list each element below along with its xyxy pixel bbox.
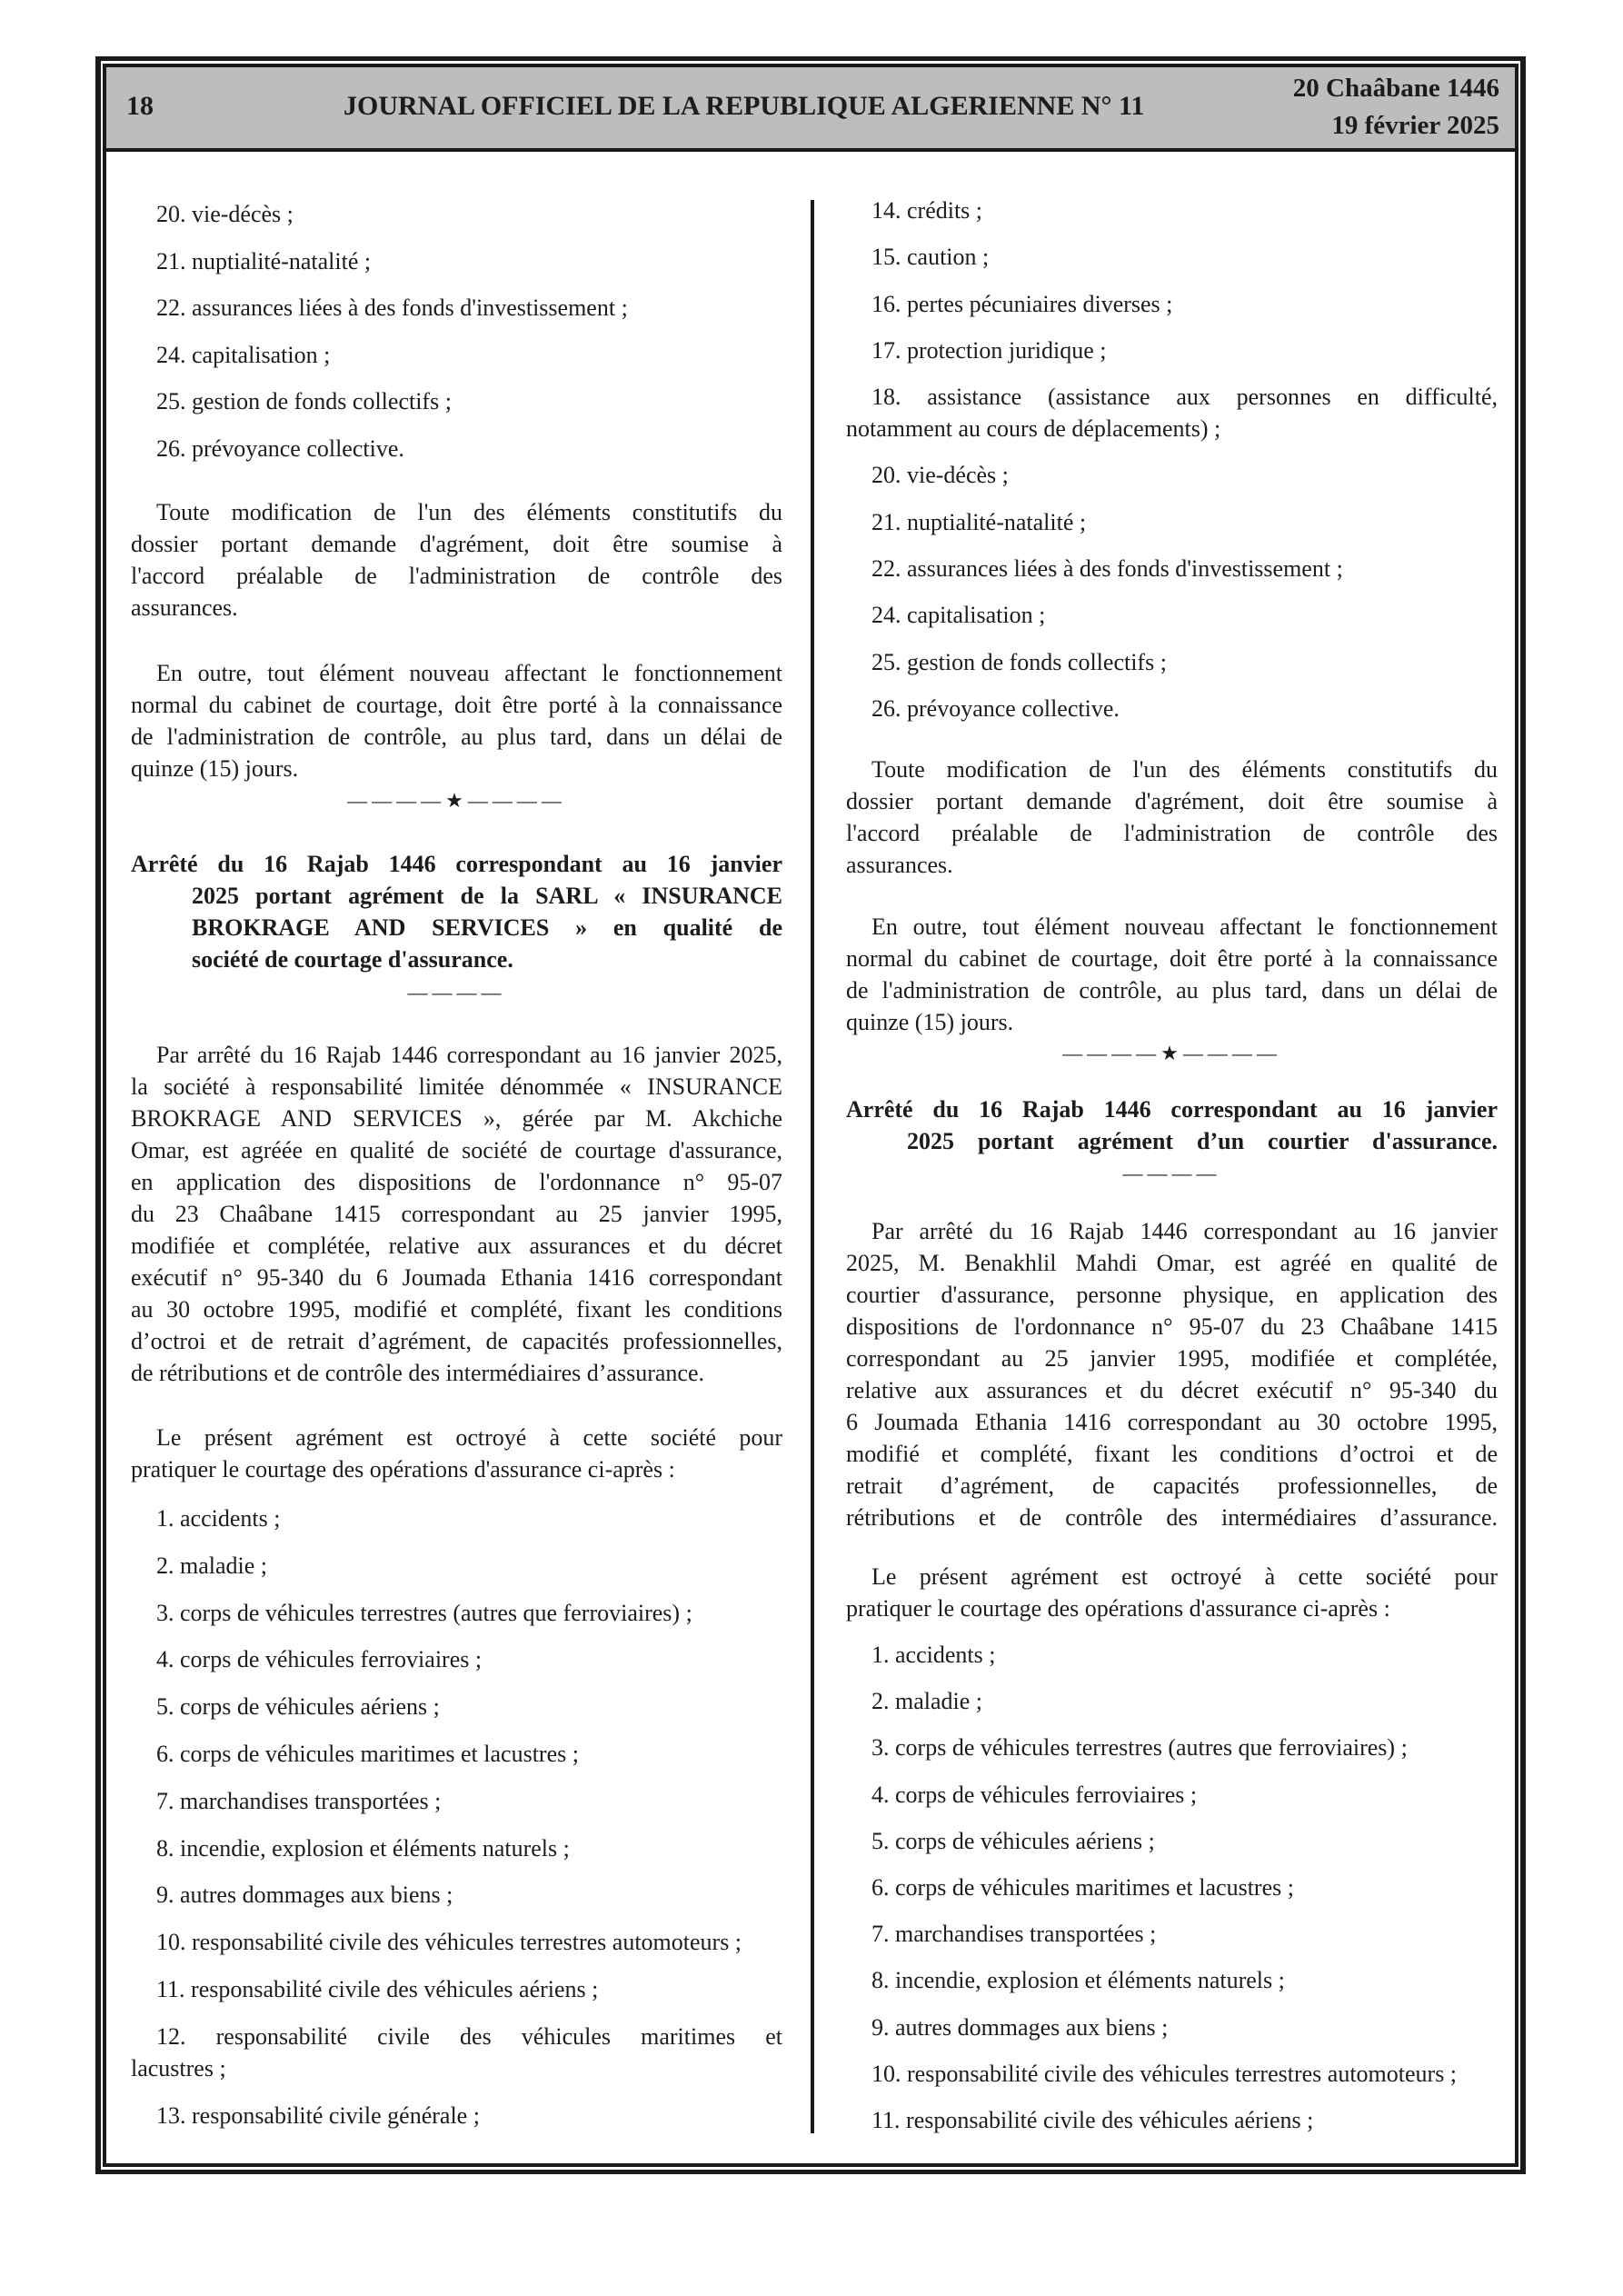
dash-separator-icon: ———— (1122, 1162, 1221, 1184)
journal-title: JOURNAL OFFICIEL DE LA REPUBLIQUE ALGERIENNE N° 11 (344, 91, 1145, 121)
paragraph-line: modifié et complété, fixant les conditions d’octroi et de (846, 1441, 1498, 1467)
operation-item: 11. responsabilité civile des véhicules aériens ; (156, 1975, 599, 2002)
operation-item: 4. corps de véhicules ferroviaires ; (871, 1781, 1198, 1808)
date-gregorian: 19 février 2025 (1331, 111, 1499, 140)
operation-item: 7. marchandises transportées ; (871, 1921, 1157, 1948)
operation-item: 11. responsabilité civile des véhicules aériens ; (871, 2106, 1314, 2133)
paragraph-line: de l'administration de contrôle, au plus tard, dans un délai de (846, 977, 1498, 1003)
paragraph-line: En outre, tout élément nouveau affectant le fonctionnement (871, 913, 1498, 940)
paragraph-line: Omar, est agréée en qualité de société de courtage d'assurance, (131, 1137, 782, 1163)
operation-item: 9. autres dommages aux biens ; (871, 2013, 1169, 2041)
operation-item-wrapped (131, 2021, 782, 2084)
operation-item-wrapped (846, 381, 1498, 444)
operation-item: 21. nuptialité-natalité ; (871, 508, 1087, 535)
operation-item: 5. corps de véhicules aériens ; (156, 1693, 440, 1721)
operation-item: 8. incendie, explosion et éléments naturels ; (871, 1967, 1285, 1994)
operation-item: 5. corps de véhicules aériens ; (871, 1827, 1155, 1854)
operation-item-line: lacustres ; (131, 2054, 226, 2081)
operation-item: 26. prévoyance collective. (156, 434, 404, 462)
paragraph-line: dossier portant demande d'agrément, doit être soumise à (846, 788, 1498, 814)
paragraph-line: courtier d'assurance, personne physique, en application des (846, 1282, 1498, 1308)
star-separator-icon: ————★———— (347, 789, 566, 812)
operation-item: 10. responsabilité civile des véhicules terrestres automoteurs ; (156, 1929, 742, 1956)
paragraph-line: en application des dispositions de l'ordonnance n° 95-07 (131, 1169, 782, 1195)
paragraph-line: relative aux assurances et du décret exécutif n° 95-340 du (846, 1377, 1498, 1403)
operation-item: 6. corps de véhicules maritimes et lacustres ; (156, 1740, 579, 1767)
left-operations-list (131, 1502, 782, 2146)
decree-title-line: BROKRAGE AND SERVICES » en qualité de (192, 914, 782, 941)
operation-item: 10. responsabilité civile des véhicules terrestres automoteurs ; (871, 2060, 1458, 2087)
paragraph-line: l'accord préalable de l'administration de contrôle des (846, 820, 1498, 846)
right-decree-body (846, 1215, 1498, 1533)
paragraph-line: modifiée et complétée, relative aux assurances et du décret (131, 1233, 782, 1259)
left-notification-paragraph (131, 657, 782, 784)
page-number: 18 (126, 91, 154, 121)
paragraph-line: correspondant au 25 janvier 1995, modifiée et complétée, (846, 1345, 1498, 1372)
date-hijri: 20 Chaâbane 1446 (1292, 74, 1499, 103)
paragraph-line: assurances. (131, 594, 238, 621)
paragraph-line: Le présent agrément est octroyé à cette société pour (156, 1424, 782, 1451)
paragraph-line: 2025, M. Benakhlil Mahdi Omar, est agréé en qualité de (846, 1250, 1498, 1276)
left-decree-intro (131, 1422, 782, 1485)
dash-separator-icon: ———— (407, 981, 506, 1003)
right-operations-list (846, 1639, 1498, 2151)
operation-item: 22. assurances liées à des fonds d'investissement ; (871, 555, 1343, 583)
operation-item: 2. maladie ; (156, 1552, 268, 1579)
operation-item: 2. maladie ; (871, 1688, 983, 1715)
operation-item: 14. crédits ; (871, 197, 983, 224)
decree-title-line: 2025 portant agrément d’un courtier d'assurance. (907, 1128, 1498, 1154)
right-notification-paragraph (846, 911, 1498, 1038)
operation-item-line: notamment au cours de déplacements) ; (846, 415, 1221, 443)
paragraph-line: Par arrêté du 16 Rajab 1446 correspondant au 16 janvier (871, 1218, 1498, 1244)
paragraph-line: de l'administration de contrôle, au plus tard, dans un délai de (131, 724, 782, 750)
operation-item: 8. incendie, explosion et éléments naturels ; (156, 1834, 570, 1862)
paragraph-line: Par arrêté du 16 Rajab 1446 correspondant au 16 janvier 2025, (156, 1042, 782, 1068)
decree-title-line: 2025 portant agrément de la SARL « INSURANCE (192, 883, 782, 909)
decree-title-line: Arrêté du 16 Rajab 1446 correspondant au 16 janvier (131, 851, 782, 877)
operation-item-line: 12. responsabilité civile des véhicules maritimes et (156, 2022, 782, 2050)
paragraph-line: quinze (15) jours. (131, 755, 299, 782)
operation-item: 4. corps de véhicules ferroviaires ; (156, 1646, 483, 1673)
issue-date (1293, 70, 1499, 145)
paragraph-line: dispositions de l'ordonnance n° 95-07 du 23 Chaâbane 1415 (846, 1313, 1498, 1340)
operation-item: 6. corps de véhicules maritimes et lacustres ; (871, 1873, 1294, 1901)
operation-item: 3. corps de véhicules terrestres (autres que ferroviaires) ; (871, 1734, 1408, 1762)
operation-item: 20. vie-décès ; (871, 462, 1009, 489)
paragraph-line: Toute modification de l'un des éléments constitutifs du (871, 756, 1498, 783)
paragraph-line: du 23 Chaâbane 1415 correspondant au 25 janvier 1995, (131, 1201, 782, 1227)
paragraph-line: En outre, tout élément nouveau affectant le fonctionnement (156, 660, 782, 686)
paragraph-line: d’octroi et de retrait d’agrément, de capacités professionnelles, (131, 1328, 782, 1354)
right-decree-title (846, 1093, 1498, 1157)
paragraph-line: retrait d’agrément, de capacités professionnelles, de (846, 1472, 1498, 1499)
operation-item: 1. accidents ; (871, 1642, 996, 1668)
operation-item: 24. capitalisation ; (156, 341, 331, 368)
right-decree-intro (846, 1561, 1498, 1624)
paragraph-line: assurances. (846, 852, 953, 878)
operation-item: 9. autres dommages aux biens ; (156, 1882, 453, 1909)
paragraph-line: la société à responsabilité limitée dénommée « INSURANCE (131, 1073, 782, 1100)
paragraph-line: exécutif n° 95-340 du 6 Joumada Ethania 1416 correspondant (131, 1264, 782, 1291)
operation-item: 25. gestion de fonds collectifs ; (871, 648, 1167, 675)
operation-item: 3. corps de véhicules terrestres (autres que ferroviaires) ; (156, 1599, 692, 1626)
operation-item: 26. prévoyance collective. (871, 694, 1120, 722)
paragraph-line: Toute modification de l'un des éléments constitutifs du (156, 499, 782, 525)
star-separator-icon: ————★———— (1062, 1042, 1281, 1064)
operation-item: 13. responsabilité civile générale ; (156, 2101, 480, 2129)
paragraph-line: BROKRAGE AND SERVICES », gérée par M. Akchiche (131, 1105, 782, 1132)
paragraph-line: rétributions et de contrôle des intermédiaires d’assurance. (846, 1504, 1498, 1531)
paragraph-line: quinze (15) jours. (846, 1009, 1014, 1035)
paragraph-line: Le présent agrément est octroyé à cette société pour (871, 1563, 1498, 1590)
decree-title-line: société de courtage d'assurance. (192, 946, 513, 973)
paragraph-line: pratiquer le courtage des opérations d'assurance ci-après : (131, 1456, 675, 1482)
operation-item: 22. assurances liées à des fonds d'investissement ; (156, 294, 628, 322)
operation-item: 25. gestion de fonds collectifs ; (156, 388, 452, 415)
operation-item: 17. protection juridique ; (871, 336, 1107, 364)
left-decree-title (131, 848, 782, 975)
decree-title-line: Arrêté du 16 Rajab 1446 correspondant au 16 janvier (846, 1096, 1498, 1123)
paragraph-line: au 30 octobre 1995, modifié et complété, fixant les conditions (131, 1296, 782, 1323)
right-modification-paragraph (846, 754, 1498, 881)
left-decree-body (131, 1039, 782, 1389)
operation-item: 24. capitalisation ; (871, 602, 1046, 629)
operation-item: 20. vie-décès ; (156, 201, 294, 227)
paragraph-line: 6 Joumada Ethania 1416 correspondant au 30 octobre 1995, (846, 1409, 1498, 1435)
paragraph-line: de rétributions et de contrôle des intermédiaires d’assurance. (131, 1360, 704, 1386)
operation-item: 21. nuptialité-natalité ; (156, 247, 372, 275)
paragraph-line: normal du cabinet de courtage, doit être porté à la connaissance (846, 945, 1498, 972)
right-continued-operations-list (846, 195, 1498, 739)
operation-item-line: 18. assistance (assistance aux personnes en difficulté, (871, 384, 1498, 411)
column-divider (811, 200, 814, 2133)
operation-item: 1. accidents ; (156, 1505, 281, 1532)
operation-item: 16. pertes pécuniaires diverses ; (871, 290, 1173, 317)
paragraph-line: l'accord préalable de l'administration de contrôle des (131, 563, 782, 589)
operation-item: 15. caution ; (871, 244, 990, 271)
left-modification-paragraph (131, 496, 782, 624)
paragraph-line: normal du cabinet de courtage, doit être porté à la connaissance (131, 692, 782, 718)
paragraph-line: dossier portant demande d'agrément, doit être soumise à (131, 531, 782, 557)
left-continued-operations-list (131, 198, 782, 480)
operation-item: 7. marchandises transportées ; (156, 1787, 442, 1814)
paragraph-line: pratiquer le courtage des opérations d'assurance ci-après : (846, 1595, 1390, 1622)
